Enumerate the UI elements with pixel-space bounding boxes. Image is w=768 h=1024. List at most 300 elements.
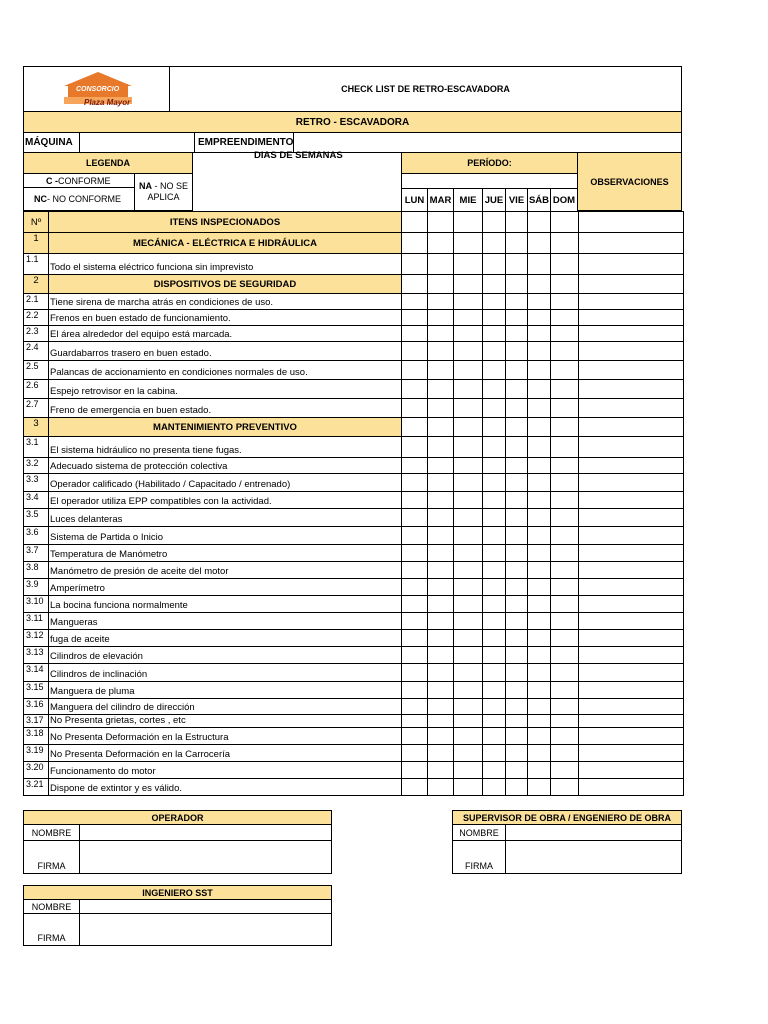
item-text: El operador utiliza EPP compatibles con la actividad.: [49, 492, 402, 509]
day-check-cell[interactable]: [528, 399, 551, 418]
legend-na-text: - NO SE APLICA: [147, 181, 188, 202]
maquina-field[interactable]: [79, 132, 195, 153]
day-check-cell[interactable]: [506, 458, 528, 474]
day-check-cell[interactable]: [483, 664, 506, 682]
day-check-cell[interactable]: [428, 728, 454, 745]
item-number: 3.10: [24, 596, 49, 613]
observation-cell[interactable]: [579, 596, 684, 613]
day-check-cell[interactable]: [402, 437, 428, 458]
observation-cell[interactable]: [579, 380, 684, 399]
day-check-cell[interactable]: [528, 699, 551, 715]
day-check-cell[interactable]: [506, 664, 528, 682]
day-check-cell[interactable]: [454, 474, 483, 492]
day-check-cell[interactable]: [528, 342, 551, 361]
observation-cell[interactable]: [579, 715, 684, 728]
observation-cell[interactable]: [579, 418, 684, 437]
day-check-cell[interactable]: [483, 779, 506, 796]
day-check-cell[interactable]: [551, 380, 579, 399]
day-check-cell[interactable]: [402, 545, 428, 562]
day-check-cell[interactable]: [483, 492, 506, 509]
day-check-cell[interactable]: [483, 380, 506, 399]
observation-cell[interactable]: [579, 254, 684, 275]
day-check-cell[interactable]: [402, 361, 428, 380]
day-check-cell[interactable]: [454, 342, 483, 361]
day-check-cell[interactable]: [528, 254, 551, 275]
observation-cell[interactable]: [579, 779, 684, 796]
day-check-cell[interactable]: [483, 342, 506, 361]
day-check-cell[interactable]: [483, 682, 506, 699]
day-check-cell[interactable]: [483, 399, 506, 418]
day-check-cell[interactable]: [402, 682, 428, 699]
logo-cell: [23, 66, 170, 112]
day-check-cell[interactable]: [402, 562, 428, 579]
day-check-cell[interactable]: [551, 682, 579, 699]
day-check-cell[interactable]: [506, 310, 528, 326]
day-check-cell[interactable]: [402, 579, 428, 596]
day-check-cell[interactable]: [402, 233, 428, 254]
day-check-cell[interactable]: [454, 647, 483, 664]
day-check-cell[interactable]: [428, 715, 454, 728]
day-check-cell[interactable]: [483, 275, 506, 294]
day-vie: VIE: [505, 188, 528, 212]
day-check-cell[interactable]: [402, 647, 428, 664]
day-check-cell[interactable]: [454, 437, 483, 458]
operador-nombre-field[interactable]: [79, 824, 332, 841]
operador-firma-field[interactable]: [79, 840, 332, 874]
table-row: [24, 361, 684, 380]
item-number: 2: [24, 275, 49, 294]
day-check-cell[interactable]: [483, 647, 506, 664]
day-check-cell[interactable]: [454, 399, 483, 418]
day-check-cell[interactable]: [506, 399, 528, 418]
day-check-cell[interactable]: [454, 509, 483, 527]
day-check-cell[interactable]: [483, 613, 506, 630]
day-check-cell[interactable]: [551, 275, 579, 294]
day-check-cell[interactable]: [528, 664, 551, 682]
day-check-cell[interactable]: [551, 437, 579, 458]
day-check-cell[interactable]: [428, 294, 454, 310]
day-check-cell[interactable]: [528, 326, 551, 342]
observation-cell[interactable]: [579, 613, 684, 630]
item-number: 3.17: [24, 715, 49, 728]
day-check-cell[interactable]: [551, 664, 579, 682]
day-check-cell[interactable]: [428, 418, 454, 437]
day-check-cell[interactable]: [454, 326, 483, 342]
day-check-cell[interactable]: [402, 728, 428, 745]
day-check-cell[interactable]: [551, 361, 579, 380]
day-check-cell[interactable]: [428, 233, 454, 254]
observation-cell[interactable]: [579, 728, 684, 745]
day-check-cell[interactable]: [506, 630, 528, 647]
day-check-cell[interactable]: [428, 310, 454, 326]
day-check-cell[interactable]: [402, 664, 428, 682]
day-check-cell[interactable]: [454, 294, 483, 310]
document-title: CHECK LIST DE RETRO-ESCAVADORA: [169, 66, 682, 112]
day-check-cell[interactable]: [528, 310, 551, 326]
table-row: [24, 326, 684, 342]
day-check-cell[interactable]: [428, 647, 454, 664]
day-check-cell[interactable]: [528, 762, 551, 779]
day-check-cell[interactable]: [402, 275, 428, 294]
item-number: 2.4: [24, 342, 49, 361]
day-check-cell[interactable]: [551, 310, 579, 326]
day-check-cell[interactable]: [528, 458, 551, 474]
day-check-cell[interactable]: [528, 545, 551, 562]
day-check-cell[interactable]: [528, 682, 551, 699]
day-check-cell[interactable]: [528, 728, 551, 745]
table-row: [24, 682, 684, 699]
day-check-cell[interactable]: [454, 361, 483, 380]
day-check-cell[interactable]: [454, 613, 483, 630]
day-check-cell[interactable]: [428, 492, 454, 509]
day-check-cell[interactable]: [528, 275, 551, 294]
day-check-cell[interactable]: [506, 596, 528, 613]
day-check-cell[interactable]: [454, 596, 483, 613]
day-check-cell[interactable]: [428, 745, 454, 762]
day-check-cell[interactable]: [551, 562, 579, 579]
day-check-cell[interactable]: [454, 579, 483, 596]
item-text: Amperímetro: [49, 579, 402, 596]
day-check-cell[interactable]: [454, 562, 483, 579]
item-number: 3.2: [24, 458, 49, 474]
observation-cell[interactable]: [579, 509, 684, 527]
day-check-cell[interactable]: [483, 745, 506, 762]
observation-cell[interactable]: [579, 310, 684, 326]
day-check-cell[interactable]: [402, 399, 428, 418]
observation-cell[interactable]: [579, 527, 684, 545]
day-check-cell[interactable]: [506, 527, 528, 545]
day-check-cell[interactable]: [551, 613, 579, 630]
ingeniero-title: INGENIERO SST: [23, 885, 332, 900]
supervisor-firma-field[interactable]: [505, 840, 682, 874]
day-check-cell[interactable]: [454, 254, 483, 275]
day-check-cell[interactable]: [528, 715, 551, 728]
day-check-cell[interactable]: [454, 699, 483, 715]
observation-cell[interactable]: [579, 233, 684, 254]
day-check-cell[interactable]: [551, 342, 579, 361]
day-check-cell[interactable]: [483, 437, 506, 458]
day-check-cell[interactable]: [483, 579, 506, 596]
day-check-cell[interactable]: [551, 579, 579, 596]
table-row: [24, 596, 684, 613]
observation-cell[interactable]: [579, 342, 684, 361]
day-check-cell[interactable]: [551, 294, 579, 310]
periodo-label: PERÍODO:: [401, 152, 578, 174]
day-check-cell[interactable]: [551, 509, 579, 527]
observation-cell[interactable]: [579, 326, 684, 342]
day-check-cell[interactable]: [402, 596, 428, 613]
day-check-cell[interactable]: [428, 545, 454, 562]
day-check-cell[interactable]: [402, 613, 428, 630]
day-check-cell[interactable]: [428, 613, 454, 630]
day-check-cell[interactable]: [528, 380, 551, 399]
day-check-cell[interactable]: [528, 233, 551, 254]
day-check-cell[interactable]: [551, 326, 579, 342]
day-check-cell[interactable]: [506, 342, 528, 361]
day-check-cell[interactable]: [454, 682, 483, 699]
day-check-cell[interactable]: [454, 492, 483, 509]
table-row: [24, 399, 684, 418]
observation-cell[interactable]: [579, 275, 684, 294]
day-check-cell[interactable]: [428, 361, 454, 380]
day-check-cell[interactable]: [428, 762, 454, 779]
day-check-cell[interactable]: [402, 474, 428, 492]
day-check-cell[interactable]: [483, 254, 506, 275]
day-check-cell[interactable]: [402, 509, 428, 527]
day-check-cell[interactable]: [402, 294, 428, 310]
day-check-cell[interactable]: [454, 545, 483, 562]
day-check-cell[interactable]: [551, 254, 579, 275]
day-check-cell[interactable]: [428, 474, 454, 492]
day-check-cell[interactable]: [483, 699, 506, 715]
day-check-cell[interactable]: [483, 233, 506, 254]
day-check-cell[interactable]: [551, 779, 579, 796]
day-check-cell[interactable]: [454, 762, 483, 779]
day-check-cell[interactable]: [528, 779, 551, 796]
ingeniero-firma-field[interactable]: [79, 913, 332, 946]
day-check-cell[interactable]: [428, 699, 454, 715]
day-check-cell[interactable]: [454, 728, 483, 745]
day-check-cell[interactable]: [528, 613, 551, 630]
day-check-cell[interactable]: [506, 613, 528, 630]
day-check-cell[interactable]: [428, 630, 454, 647]
day-check-cell[interactable]: [454, 418, 483, 437]
day-check-cell[interactable]: [551, 745, 579, 762]
day-check-cell[interactable]: [528, 437, 551, 458]
day-check-cell[interactable]: [428, 399, 454, 418]
day-check-cell[interactable]: [454, 715, 483, 728]
item-text: Mangueras: [49, 613, 402, 630]
day-check-cell[interactable]: [454, 458, 483, 474]
observation-cell[interactable]: [579, 664, 684, 682]
day-check-cell[interactable]: [528, 509, 551, 527]
header-blank-cell: [483, 212, 506, 233]
day-check-cell[interactable]: [528, 294, 551, 310]
day-check-cell[interactable]: [428, 579, 454, 596]
day-check-cell[interactable]: [483, 361, 506, 380]
day-check-cell[interactable]: [506, 326, 528, 342]
day-check-cell[interactable]: [428, 458, 454, 474]
day-check-cell[interactable]: [506, 254, 528, 275]
day-check-cell[interactable]: [551, 492, 579, 509]
day-check-cell[interactable]: [483, 458, 506, 474]
day-check-cell[interactable]: [483, 509, 506, 527]
day-check-cell[interactable]: [506, 474, 528, 492]
observation-cell[interactable]: [579, 474, 684, 492]
day-check-cell[interactable]: [528, 596, 551, 613]
ingeniero-nombre-field[interactable]: [79, 899, 332, 914]
day-check-cell[interactable]: [528, 361, 551, 380]
day-check-cell[interactable]: [506, 682, 528, 699]
observation-cell[interactable]: [579, 762, 684, 779]
day-check-cell[interactable]: [402, 254, 428, 275]
day-check-cell[interactable]: [528, 562, 551, 579]
day-check-cell[interactable]: [483, 474, 506, 492]
day-check-cell[interactable]: [483, 715, 506, 728]
day-check-cell[interactable]: [551, 474, 579, 492]
day-check-cell[interactable]: [454, 664, 483, 682]
day-check-cell[interactable]: [402, 326, 428, 342]
day-check-cell[interactable]: [402, 762, 428, 779]
day-check-cell[interactable]: [402, 492, 428, 509]
day-check-cell[interactable]: [551, 399, 579, 418]
day-check-cell[interactable]: [551, 630, 579, 647]
table-row: [24, 715, 684, 728]
item-number: 3.1: [24, 437, 49, 458]
observation-cell[interactable]: [579, 545, 684, 562]
day-check-cell[interactable]: [428, 527, 454, 545]
day-check-cell[interactable]: [428, 596, 454, 613]
day-check-cell[interactable]: [506, 437, 528, 458]
day-check-cell[interactable]: [528, 527, 551, 545]
observation-cell[interactable]: [579, 458, 684, 474]
day-check-cell[interactable]: [454, 275, 483, 294]
day-check-cell[interactable]: [528, 418, 551, 437]
day-check-cell[interactable]: [428, 509, 454, 527]
day-check-cell[interactable]: [483, 728, 506, 745]
day-check-cell[interactable]: [454, 380, 483, 399]
day-check-cell[interactable]: [454, 779, 483, 796]
day-check-cell[interactable]: [528, 647, 551, 664]
observation-cell[interactable]: [579, 745, 684, 762]
day-check-cell[interactable]: [506, 715, 528, 728]
day-check-cell[interactable]: [506, 275, 528, 294]
table-row: [24, 630, 684, 647]
day-check-cell[interactable]: [483, 326, 506, 342]
day-check-cell[interactable]: [402, 380, 428, 399]
day-check-cell[interactable]: [428, 342, 454, 361]
day-check-cell[interactable]: [402, 310, 428, 326]
day-check-cell[interactable]: [428, 682, 454, 699]
day-check-cell[interactable]: [551, 545, 579, 562]
observation-cell[interactable]: [579, 492, 684, 509]
day-check-cell[interactable]: [402, 699, 428, 715]
day-check-cell[interactable]: [551, 418, 579, 437]
day-check-cell[interactable]: [428, 275, 454, 294]
day-check-cell[interactable]: [483, 294, 506, 310]
operador-nombre-label: NOMBRE: [23, 824, 80, 841]
day-check-cell[interactable]: [483, 527, 506, 545]
observation-cell[interactable]: [579, 437, 684, 458]
day-check-cell[interactable]: [402, 779, 428, 796]
day-check-cell[interactable]: [483, 630, 506, 647]
day-check-cell[interactable]: [454, 630, 483, 647]
day-check-cell[interactable]: [506, 380, 528, 399]
day-check-cell[interactable]: [483, 545, 506, 562]
day-check-cell[interactable]: [506, 418, 528, 437]
day-check-cell[interactable]: [483, 310, 506, 326]
table-header-row: [24, 212, 684, 233]
day-check-cell[interactable]: [402, 458, 428, 474]
item-number: 3.3: [24, 474, 49, 492]
day-check-cell[interactable]: [428, 380, 454, 399]
item-number: 3.5: [24, 509, 49, 527]
day-check-cell[interactable]: [402, 342, 428, 361]
day-check-cell[interactable]: [506, 492, 528, 509]
day-check-cell[interactable]: [551, 762, 579, 779]
day-check-cell[interactable]: [483, 562, 506, 579]
day-check-cell[interactable]: [428, 326, 454, 342]
day-check-cell[interactable]: [428, 437, 454, 458]
day-check-cell[interactable]: [528, 745, 551, 762]
day-check-cell[interactable]: [551, 715, 579, 728]
day-check-cell[interactable]: [454, 745, 483, 762]
day-check-cell[interactable]: [551, 647, 579, 664]
day-check-cell[interactable]: [506, 294, 528, 310]
day-dom: DOM: [550, 188, 578, 212]
day-check-cell[interactable]: [528, 474, 551, 492]
day-check-cell[interactable]: [506, 699, 528, 715]
day-check-cell[interactable]: [454, 233, 483, 254]
day-check-cell[interactable]: [506, 579, 528, 596]
legend-na-line: [135, 181, 192, 203]
day-check-cell[interactable]: [506, 509, 528, 527]
observation-cell[interactable]: [579, 361, 684, 380]
table-row: [24, 562, 684, 579]
day-check-cell[interactable]: [402, 745, 428, 762]
day-check-cell[interactable]: [551, 458, 579, 474]
day-check-cell[interactable]: [402, 527, 428, 545]
item-number: 1: [24, 233, 49, 254]
day-check-cell[interactable]: [528, 492, 551, 509]
day-check-cell[interactable]: [528, 630, 551, 647]
day-check-cell[interactable]: [506, 728, 528, 745]
observation-cell[interactable]: [579, 630, 684, 647]
day-check-cell[interactable]: [454, 527, 483, 545]
day-check-cell[interactable]: [428, 562, 454, 579]
day-check-cell[interactable]: [483, 762, 506, 779]
day-check-cell[interactable]: [428, 254, 454, 275]
day-check-cell[interactable]: [428, 779, 454, 796]
day-check-cell[interactable]: [428, 664, 454, 682]
observation-cell[interactable]: [579, 294, 684, 310]
observation-cell[interactable]: [579, 699, 684, 715]
table-row: [24, 699, 684, 715]
day-check-cell[interactable]: [551, 728, 579, 745]
observation-cell[interactable]: [579, 579, 684, 596]
observation-cell[interactable]: [579, 647, 684, 664]
emprendimiento-field[interactable]: [293, 132, 682, 153]
day-check-cell[interactable]: [506, 762, 528, 779]
day-check-cell[interactable]: [551, 233, 579, 254]
day-check-cell[interactable]: [402, 630, 428, 647]
supervisor-nombre-field[interactable]: [505, 824, 682, 841]
periodo-field[interactable]: [401, 173, 578, 189]
legend-c-text: CONFORME: [58, 175, 111, 186]
day-check-cell[interactable]: [506, 562, 528, 579]
observation-cell[interactable]: [579, 399, 684, 418]
day-check-cell[interactable]: [506, 233, 528, 254]
day-check-cell[interactable]: [506, 647, 528, 664]
day-check-cell[interactable]: [454, 310, 483, 326]
day-check-cell[interactable]: [483, 596, 506, 613]
day-check-cell[interactable]: [402, 418, 428, 437]
day-check-cell[interactable]: [506, 361, 528, 380]
day-check-cell[interactable]: [506, 779, 528, 796]
header-blank-cell: [551, 212, 579, 233]
day-check-cell[interactable]: [551, 596, 579, 613]
day-check-cell[interactable]: [551, 527, 579, 545]
day-check-cell[interactable]: [506, 545, 528, 562]
legend-nc-text: - NO CONFORME: [47, 194, 121, 204]
day-check-cell[interactable]: [551, 699, 579, 715]
day-check-cell[interactable]: [528, 579, 551, 596]
observation-cell[interactable]: [579, 682, 684, 699]
observation-cell[interactable]: [579, 562, 684, 579]
day-check-cell[interactable]: [402, 715, 428, 728]
day-check-cell[interactable]: [506, 745, 528, 762]
day-check-cell[interactable]: [483, 418, 506, 437]
